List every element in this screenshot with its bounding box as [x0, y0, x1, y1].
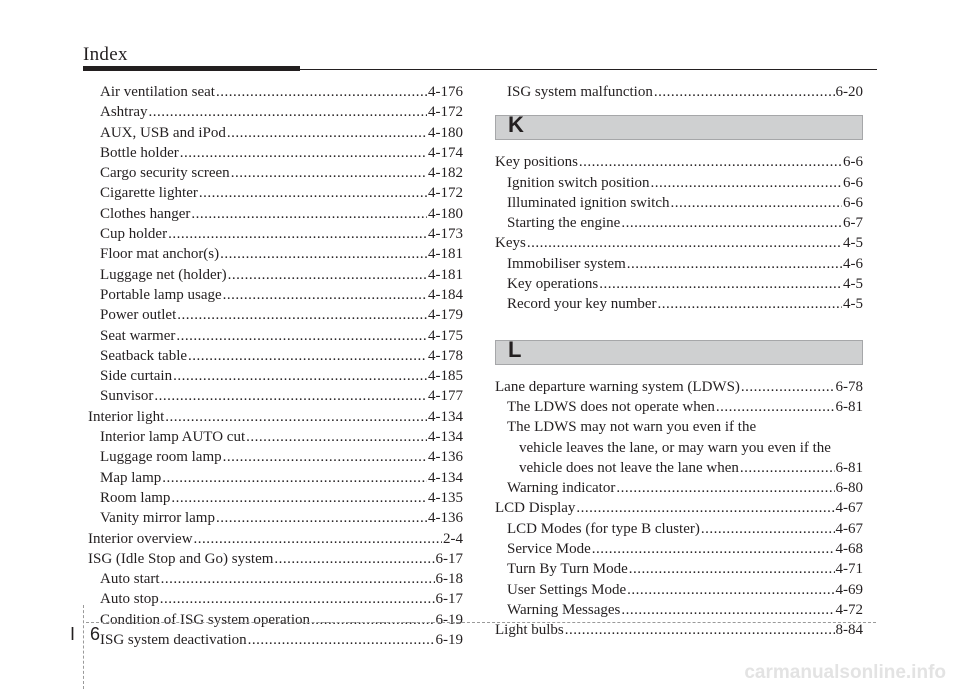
entry-text: Cup holder: [100, 226, 168, 243]
index-subentry: [88, 244, 463, 264]
dot-leader: [616, 478, 834, 498]
entry-text: Ashtray: [100, 104, 148, 121]
entry-page-ref: 6-17: [435, 550, 463, 567]
dot-leader: [654, 82, 835, 102]
entry-text: Portable lamp usage: [100, 286, 222, 303]
entry-text: Warning indicator: [507, 480, 616, 497]
dot-leader: [701, 519, 835, 539]
entry-page-ref: 6-6: [843, 154, 863, 171]
index-subentry: [88, 326, 463, 346]
entry-page-ref: 8-84: [835, 622, 863, 639]
dot-leader: [716, 397, 835, 417]
index-subentry: [495, 397, 863, 417]
index-entry: [88, 529, 463, 549]
entry-page-ref: 4-136: [428, 510, 463, 527]
index-entry: [495, 620, 863, 640]
index-entry: [495, 152, 863, 172]
entry-page-ref: 4-134: [428, 469, 463, 486]
entry-page-ref: 4-181: [428, 266, 463, 283]
entry-page-ref: 6-18: [435, 571, 463, 588]
dot-leader: [173, 366, 427, 386]
entry-text: Cigarette lighter: [100, 185, 198, 202]
dot-leader: [171, 488, 427, 508]
index-subentry: [88, 468, 463, 488]
entry-page-ref: 6-78: [835, 378, 863, 395]
entry-text: Interior overview: [88, 530, 193, 547]
page-number: 6: [90, 624, 101, 644]
dot-leader: [670, 193, 842, 213]
footer-dashed-rule: [86, 622, 876, 623]
index-entry: [88, 549, 463, 569]
index-subentry: [495, 539, 863, 559]
entry-text: Map lamp: [100, 469, 162, 486]
dot-leader: [227, 123, 427, 143]
dot-leader: [160, 589, 435, 609]
dot-leader: [168, 224, 427, 244]
header-rule-thin: [300, 69, 877, 70]
entry-page-ref: 4-175: [428, 327, 463, 344]
index-entry: [495, 233, 863, 253]
entry-page-ref: 6-81: [835, 459, 863, 476]
entry-page-ref: 4-185: [428, 368, 463, 385]
dot-leader: [565, 620, 835, 640]
entry-text: LCD Display: [495, 500, 576, 517]
index-group-l: [495, 377, 863, 641]
index-subentry: [88, 204, 463, 224]
entry-page-ref: 4-134: [428, 429, 463, 446]
dot-leader: [180, 143, 427, 163]
dot-leader: [223, 285, 427, 305]
entry-page-ref: 4-72: [835, 601, 863, 618]
entry-text: Power outlet: [100, 307, 177, 324]
index-subentry: [88, 569, 463, 589]
section-header-l: [495, 336, 863, 365]
index-subentry: [88, 143, 463, 163]
entry-text: ISG system malfunction: [507, 84, 653, 100]
dot-leader: [176, 326, 427, 346]
dot-leader: [228, 265, 427, 285]
index-subentry: [88, 346, 463, 366]
dot-leader: [165, 407, 427, 427]
dot-leader: [579, 152, 842, 172]
dot-leader: [741, 377, 835, 397]
index-subentry: [88, 102, 463, 122]
entry-text: Warning Messages: [507, 601, 621, 618]
index-subentry: [88, 366, 463, 386]
dot-leader: [740, 458, 835, 478]
dot-leader: [177, 305, 427, 325]
entry-text: Key operations: [507, 276, 599, 293]
entry-text: Turn By Turn Mode: [507, 561, 628, 578]
entry-text: Auto stop: [100, 591, 159, 608]
index-subentry: [88, 427, 463, 447]
index-subentry: [88, 224, 463, 244]
entry-text: Sunvisor: [100, 388, 154, 405]
index-subentry: [88, 447, 463, 467]
section-letter: L: [508, 336, 522, 362]
dot-leader: [194, 529, 442, 549]
dot-leader: [199, 183, 427, 203]
dot-leader: [576, 498, 834, 518]
entry-text: Interior lamp AUTO cut: [100, 429, 246, 446]
entry-text: Seat warmer: [100, 327, 176, 344]
index-subentry: [495, 458, 863, 478]
entry-text: Light bulbs: [495, 622, 564, 639]
dot-leader: [191, 204, 427, 224]
dot-leader: [621, 600, 834, 620]
entry-page-ref: 4-172: [428, 185, 463, 202]
index-subentry: [495, 478, 863, 498]
entry-page-ref: 4-69: [835, 581, 863, 598]
page-title: Index: [83, 44, 128, 65]
index-subentry: [88, 82, 463, 102]
entry-text: Key positions: [495, 154, 578, 171]
entry-text: Vanity mirror lamp: [100, 510, 215, 527]
entry-text: Floor mat anchor(s): [100, 246, 220, 263]
entry-page-ref: 4-136: [428, 449, 463, 466]
dot-leader: [658, 294, 842, 314]
index-column-right: [495, 82, 863, 641]
entry-page-ref: 4-182: [428, 165, 463, 182]
index-subentry: [495, 600, 863, 620]
index-entry: [495, 498, 863, 518]
entry-text: Service Mode: [507, 541, 591, 558]
index-subentry: [495, 213, 863, 233]
index-subentry: [495, 519, 863, 539]
dot-leader: [248, 630, 435, 650]
entry-page-ref: 4-67: [835, 500, 863, 517]
entry-text: Side curtain: [100, 368, 173, 385]
index-subentry: [88, 610, 463, 630]
dot-leader: [216, 82, 427, 102]
entry-page-ref: 4-172: [428, 104, 463, 121]
entry-page-ref: 2-4: [443, 530, 463, 547]
index-subentry: [88, 386, 463, 406]
index-entry: [88, 407, 463, 427]
dot-leader: [592, 539, 835, 559]
index-entry: [495, 377, 863, 397]
entry-page-ref: 6-6: [843, 174, 863, 191]
entry-page-ref: 6-80: [835, 480, 863, 497]
dot-leader: [627, 580, 834, 600]
index-subentry: [88, 183, 463, 203]
entry-page-ref: 4-177: [428, 388, 463, 405]
entry-page-ref: 4-174: [428, 144, 463, 161]
index-subentry: [88, 123, 463, 143]
entry-text: Bottle holder: [100, 144, 179, 161]
dot-leader: [223, 447, 427, 467]
index-subentry: [88, 265, 463, 285]
entry-page-ref: 4-181: [428, 246, 463, 263]
index-subentry: [495, 580, 863, 600]
entry-text: Air ventilation seat: [100, 84, 215, 100]
entry-page-ref: 4-173: [428, 226, 463, 243]
entry-text: Seatback table: [100, 347, 188, 364]
footer-vertical-rule: [83, 605, 84, 689]
dot-leader: [627, 254, 842, 274]
entry-text: Immobiliser system: [507, 255, 626, 272]
entry-text: The LDWS does not operate when: [507, 398, 715, 415]
entry-page-ref: 6-19: [435, 632, 463, 649]
entry-text: Record your key number: [507, 296, 657, 313]
entry-text: User Settings Mode: [507, 581, 627, 598]
dot-leader: [629, 559, 835, 579]
entry-page-ref: 4-178: [428, 347, 463, 364]
entry-page-ref: 4-135: [428, 489, 463, 506]
dot-leader: [154, 386, 427, 406]
dot-leader: [231, 163, 427, 183]
entry-page-ref: 6-20: [835, 84, 863, 100]
entry-page-ref: 4-5: [843, 235, 863, 252]
index-subentry: [88, 630, 463, 650]
entry-page-ref: 4-134: [428, 408, 463, 425]
entry-text: vehicle does not leave the lane when: [519, 459, 739, 476]
entry-text: AUX, USB and iPod: [100, 124, 226, 141]
dot-leader: [149, 102, 428, 122]
section-marker: I: [70, 624, 76, 644]
dot-leader: [216, 508, 427, 528]
index-column-left: [88, 82, 463, 650]
index-entry-continued: The LDWS may not warn you even if the: [507, 419, 757, 436]
dot-leader: [188, 346, 427, 366]
index-subentry: [495, 254, 863, 274]
entry-text: Starting the engine: [507, 215, 621, 232]
entry-page-ref: 4-180: [428, 124, 463, 141]
entry-page-ref: 4-180: [428, 205, 463, 222]
entry-page-ref: 6-19: [435, 611, 463, 628]
entry-text: ISG system deactivation: [100, 632, 247, 649]
entry-text: Auto start: [100, 571, 160, 588]
entry-text: Interior light: [88, 408, 165, 425]
watermark: carmanualsonline.info: [744, 662, 946, 683]
index-subentry: [495, 193, 863, 213]
entry-text: Luggage room lamp: [100, 449, 222, 466]
dot-leader: [161, 569, 435, 589]
section-header-k: [495, 112, 863, 140]
entry-text: Room lamp: [100, 489, 171, 506]
index-subentry: [88, 285, 463, 305]
dot-leader: [621, 213, 842, 233]
entry-text: Lane departure warning system (LDWS): [495, 378, 740, 395]
entry-page-ref: 4-71: [835, 561, 863, 578]
entry-text: Condition of ISG system operation: [100, 611, 310, 628]
dot-leader: [311, 610, 435, 630]
entry-text: Illuminated ignition switch: [507, 194, 670, 211]
entry-page-ref: 4-184: [428, 286, 463, 303]
entry-page-ref: 4-179: [428, 307, 463, 324]
entry-page-ref: 4-67: [835, 520, 863, 537]
entry-page-ref: 6-81: [835, 398, 863, 415]
section-letter: K: [508, 112, 524, 138]
entry-page-ref: 4-68: [835, 541, 863, 558]
entry-text: LCD Modes (for type B cluster): [507, 520, 700, 537]
entry-page-ref: 6-7: [843, 215, 863, 232]
entry-page-ref: 4-5: [843, 296, 863, 313]
dot-leader: [651, 173, 843, 193]
index-subentry: [88, 508, 463, 528]
dot-leader: [599, 274, 842, 294]
entry-text: ISG (Idle Stop and Go) system: [88, 550, 274, 567]
entry-text: Luggage net (holder): [100, 266, 227, 283]
entry-page-ref: 4-5: [843, 276, 863, 293]
entry-page-ref: 4-176: [428, 84, 463, 100]
index-subentry: [495, 82, 863, 102]
index-subentry: [88, 488, 463, 508]
header-rule-thick: [83, 66, 300, 71]
index-subentry: [88, 589, 463, 609]
dot-leader: [527, 233, 842, 253]
entry-page-ref: 6-6: [843, 194, 863, 211]
entry-text: Ignition switch position: [507, 174, 650, 191]
index-group-top: [495, 82, 863, 102]
index-group-k: [495, 152, 863, 314]
entry-text: Cargo security screen: [100, 165, 230, 182]
index-subentry: [495, 173, 863, 193]
index-subentry: [495, 294, 863, 314]
entry-text: Keys: [495, 235, 526, 252]
index-subentry: [495, 559, 863, 579]
dot-leader: [246, 427, 427, 447]
index-subentry: [495, 274, 863, 294]
index-subentry: [88, 305, 463, 325]
entry-page-ref: 6-17: [435, 591, 463, 608]
dot-leader: [220, 244, 427, 264]
entry-text: Clothes hanger: [100, 205, 191, 222]
entry-page-ref: 4-6: [843, 255, 863, 272]
dot-leader: [274, 549, 434, 569]
index-entry-continued: vehicle leaves the lane, or may warn you even if the: [519, 439, 831, 456]
index-subentry: [88, 163, 463, 183]
dot-leader: [162, 468, 427, 488]
